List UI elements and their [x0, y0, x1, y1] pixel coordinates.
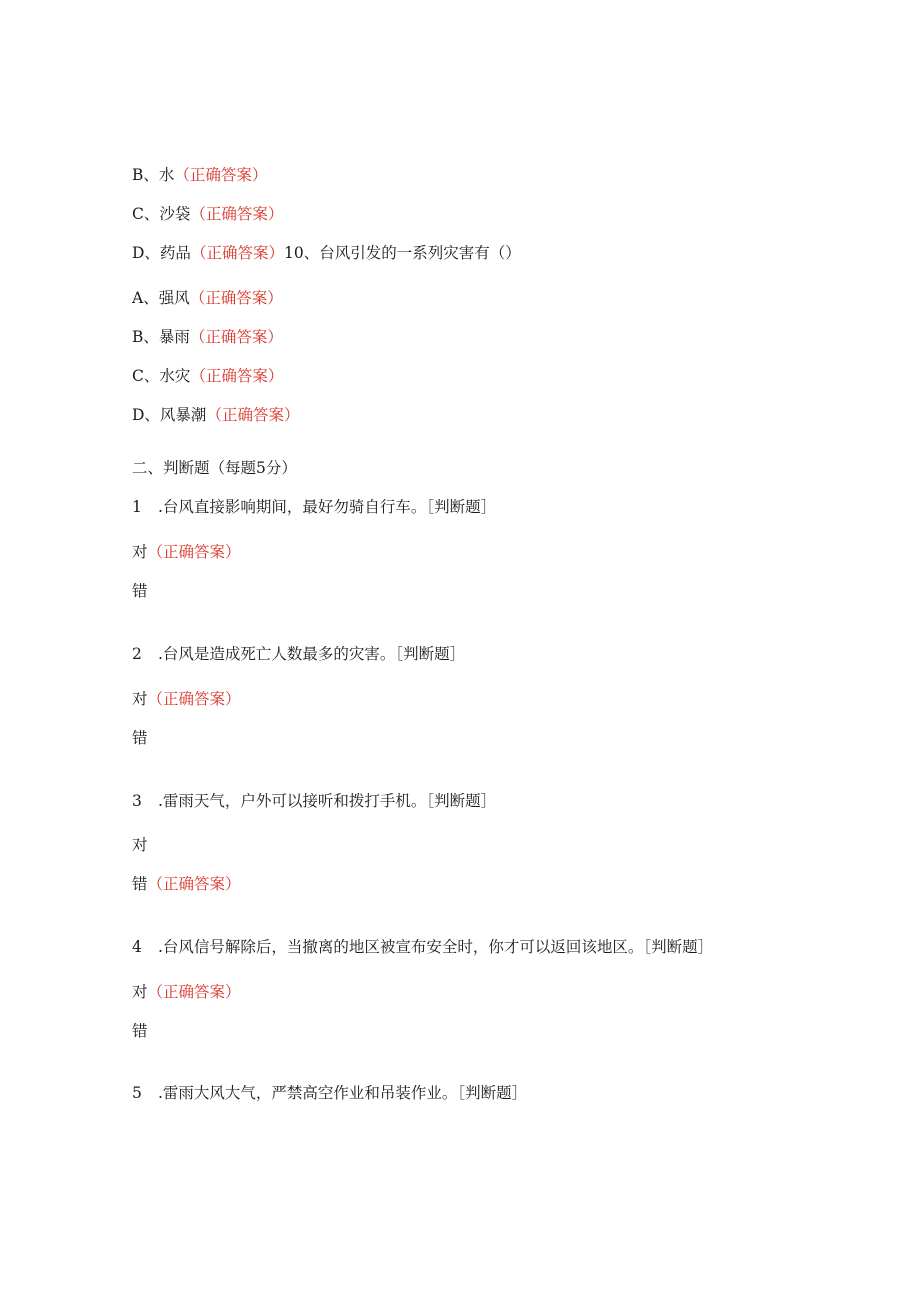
correct-answer-mark: （ 正确答案 ）: [191, 244, 284, 262]
option-label: 对: [132, 836, 148, 854]
option-label: 错: [132, 729, 148, 747]
correct-answer-mark: （ 正确答案 ）: [190, 367, 283, 385]
option-label: 对: [132, 543, 148, 561]
question-text: .台风直接影响期间，最好勿骑自行车。［判断题］: [158, 498, 497, 516]
question-text: .雷雨大风大气，严禁高空作业和吊装作业。［判断题］: [158, 1084, 528, 1102]
correct-answer-mark: （ 正确答案 ）: [190, 328, 283, 346]
q9-option-d: [132, 243, 521, 263]
option-label: 错: [132, 875, 148, 893]
judge-question-4: [132, 937, 713, 957]
option-label: D、药品: [132, 244, 191, 262]
judge-question-2: [132, 644, 465, 664]
correct-answer-mark: （ 正确答案 ）: [174, 166, 267, 184]
judge-2-option-false: [132, 728, 148, 748]
judge-1-option-false: [132, 581, 148, 601]
judge-3-option-false: [132, 874, 241, 894]
question-text: .雷雨天气，户外可以接听和拨打手机。［判断题］: [158, 792, 497, 810]
option-label: C、水灾: [132, 367, 191, 385]
option-label: 对: [132, 690, 148, 708]
option-label: B、暴雨: [132, 328, 190, 346]
correct-answer-mark: （ 正确答案 ）: [148, 543, 241, 561]
correct-answer-mark: （ 正确答案 ）: [190, 205, 283, 223]
question-text: .台风信号解除后，当撤离的地区被宣布安全时，你才可以返回该地区。［判断题］: [158, 938, 714, 956]
q10-option-d: [132, 405, 299, 425]
judge-4-option-true: [132, 982, 241, 1002]
judge-question-1: [132, 497, 496, 517]
question-number: 2: [132, 645, 142, 663]
option-label: C、沙袋: [132, 205, 191, 223]
q9-option-b: [132, 165, 267, 185]
correct-answer-mark: （ 正确答案 ）: [148, 875, 241, 893]
option-label: A、强风: [132, 289, 190, 307]
q9-option-c: [132, 204, 283, 224]
option-label: B、水: [132, 166, 175, 184]
question-text: .台风是造成死亡人数最多的灾害。［判断题］: [158, 645, 466, 663]
correct-answer-mark: （ 正确答案 ）: [148, 983, 241, 1001]
judge-question-5: [132, 1083, 527, 1103]
option-label: 错: [132, 582, 148, 600]
judge-question-3: [132, 791, 496, 811]
correct-answer-mark: （ 正确答案 ）: [206, 406, 299, 424]
question-number: 4: [132, 938, 142, 956]
option-label: 对: [132, 983, 148, 1001]
option-label: 错: [132, 1022, 148, 1040]
section-heading: 二、判断题（每题5分）: [132, 459, 297, 477]
q10-stem: 10、台风引发的一系列灾害有（）: [283, 244, 521, 262]
judge-3-option-true: [132, 835, 148, 855]
q10-option-b: [132, 327, 283, 347]
correct-answer-mark: （ 正确答案 ）: [148, 690, 241, 708]
judge-2-option-true: [132, 689, 241, 709]
q10-option-c: [132, 366, 283, 386]
correct-answer-mark: （ 正确答案 ）: [190, 289, 283, 307]
option-label: D、风暴潮: [132, 406, 207, 424]
question-number: 5: [132, 1084, 142, 1102]
judge-4-option-false: [132, 1021, 148, 1041]
q10-option-a: [132, 288, 283, 308]
question-number: 1: [132, 498, 142, 516]
judge-1-option-true: [132, 542, 241, 562]
question-number: 3: [132, 792, 142, 810]
